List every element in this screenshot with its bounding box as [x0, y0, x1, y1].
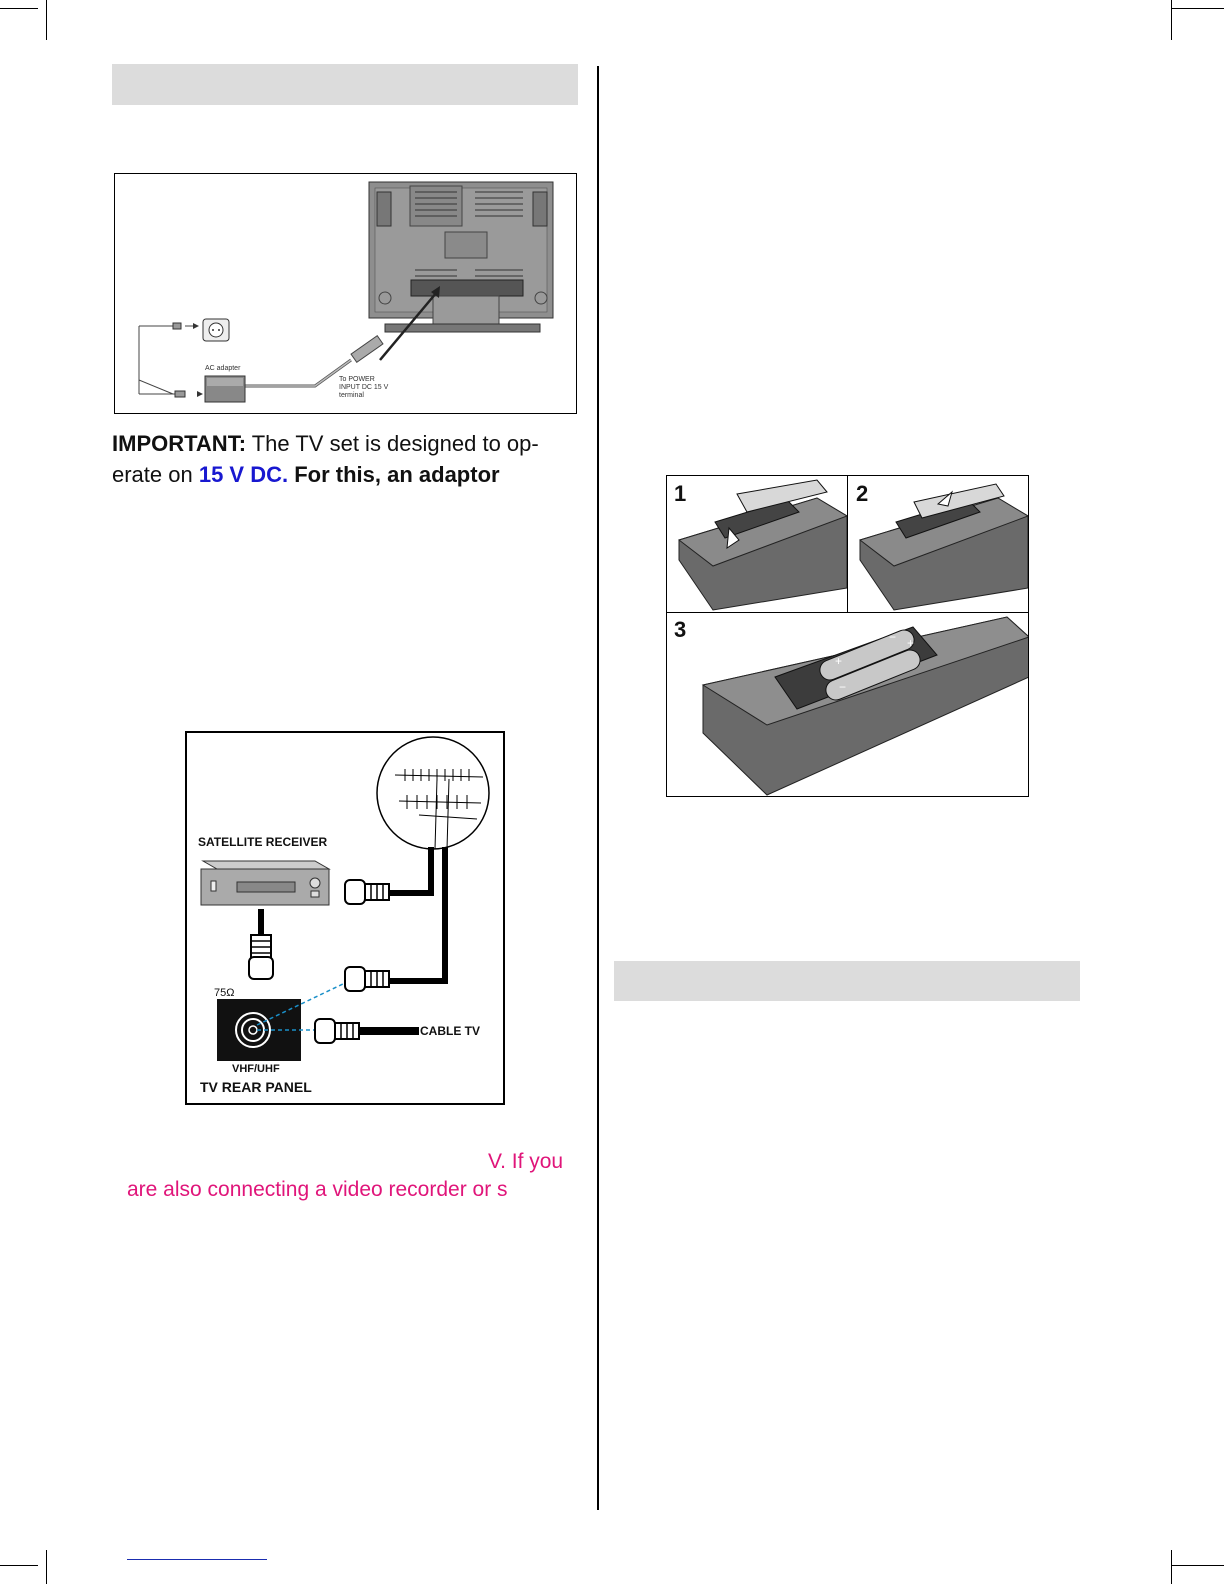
important-line-2 — [112, 459, 582, 490]
ohm-label: 75Ω — [214, 987, 235, 999]
column-divider — [597, 66, 599, 1510]
svg-text:+: + — [907, 636, 915, 650]
antenna-connection-diagram — [185, 731, 505, 1105]
to-power-label-1: To POWER — [339, 376, 375, 383]
crop-mark-bottom-right — [1172, 1565, 1224, 1566]
svg-text:−: − — [839, 680, 847, 694]
important-label: IMPORTANT: — [112, 431, 247, 456]
pink-text-line-2: are also connecting a video recorder or s — [127, 1178, 508, 1201]
crop-mark-top-right — [1172, 8, 1224, 9]
satellite-receiver-label: SATELLITE RECEIVER — [198, 835, 328, 849]
important-text-1: The TV set is designed to op- — [246, 431, 539, 456]
svg-text:−: − — [889, 630, 897, 644]
section-header-band-right — [614, 961, 1080, 1001]
ac-adapter-label: AC adapter — [205, 365, 241, 372]
to-power-label-2: INPUT DC 15 V — [339, 384, 389, 391]
power-connection-diagram — [114, 173, 577, 414]
crop-mark-top-right-vertical — [1171, 0, 1172, 40]
battery-step-1-number: 1 — [674, 481, 687, 506]
important-paragraph — [112, 428, 582, 490]
battery-step-1-panel — [667, 476, 848, 613]
svg-text:+: + — [835, 654, 843, 668]
crop-mark-top-left — [0, 8, 38, 9]
important-text-2a: erate on — [112, 462, 199, 487]
important-line-1 — [112, 428, 582, 459]
pink-text-line-1: V. If you — [488, 1150, 564, 1173]
important-text-2b: For this, an adaptor — [288, 462, 500, 487]
vhf-uhf-label: VHF/UHF — [232, 1063, 280, 1075]
battery-step-3-number: 3 — [674, 617, 687, 642]
battery-step-3-panel — [667, 613, 1028, 796]
to-power-label-3: terminal — [339, 392, 364, 399]
crop-mark-top-left-vertical — [46, 0, 47, 40]
crop-mark-bottom-right-vertical — [1171, 1550, 1172, 1584]
section-header-band-left — [112, 64, 578, 105]
tv-rear-panel-label: TV REAR PANEL — [200, 1079, 312, 1095]
crop-mark-bottom-left-vertical — [46, 1550, 47, 1584]
battery-step-2-number: 2 — [856, 481, 869, 506]
voltage-value: 15 V DC. — [198, 462, 289, 487]
crop-mark-bottom-left — [0, 1565, 38, 1566]
cable-tv-label: CABLE TV — [420, 1024, 480, 1038]
battery-step-2-panel — [848, 476, 1028, 613]
battery-installation-diagram — [666, 475, 1029, 797]
footer-rule — [127, 1559, 267, 1560]
